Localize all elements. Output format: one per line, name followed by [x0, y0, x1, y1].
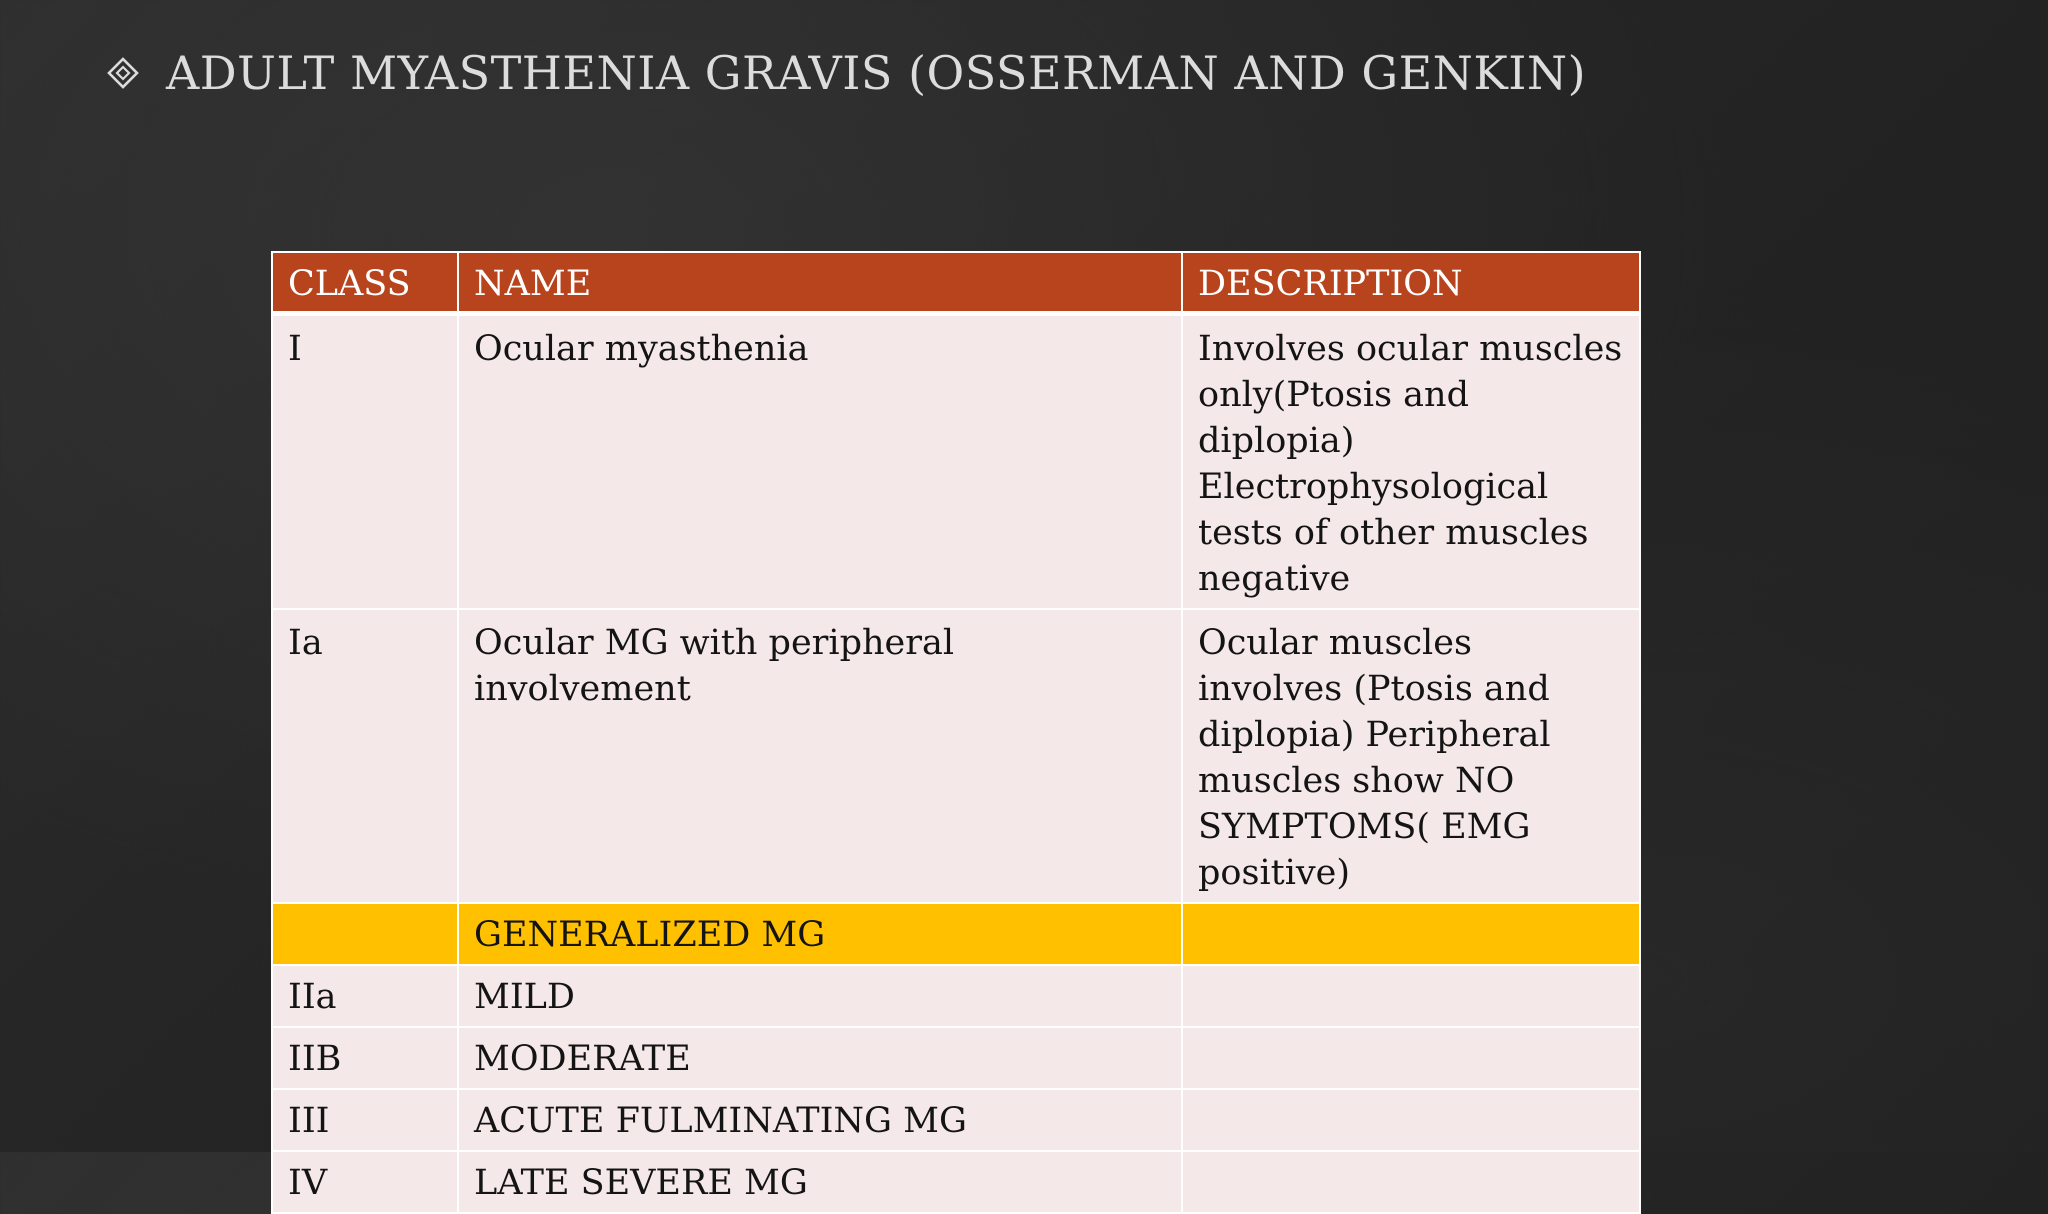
header-class: CLASS — [272, 252, 458, 314]
table-row — [272, 1027, 1640, 1089]
classification-table — [271, 251, 1641, 1214]
cell-name: GENERALIZED MG — [458, 903, 1182, 965]
cell-name: Ocular myasthenia — [458, 314, 1182, 610]
cell-description — [1182, 1151, 1640, 1213]
cell-class: Ia — [272, 609, 458, 903]
table-row — [272, 1151, 1640, 1213]
cell-description: Ocular muscles involves (Ptosis and diplopia) Peripheral muscles show NO SYMPTOMS( EMG positive) — [1182, 609, 1640, 903]
table-row — [272, 609, 1640, 903]
cell-description — [1182, 1027, 1640, 1089]
cell-class — [272, 903, 458, 965]
cell-class: I — [272, 314, 458, 610]
cell-name: MILD — [458, 965, 1182, 1027]
cell-description: Involves ocular muscles only(Ptosis and diplopia) Electrophysological tests of other muscles negative — [1182, 314, 1640, 610]
cell-name: ACUTE FULMINATING MG — [458, 1089, 1182, 1151]
table-header-row — [272, 252, 1640, 314]
header-name: NAME — [458, 252, 1182, 314]
cell-description — [1182, 1089, 1640, 1151]
cell-name: MODERATE — [458, 1027, 1182, 1089]
slide-title — [106, 46, 1586, 100]
cell-class: IIB — [272, 1027, 458, 1089]
cell-class: IIa — [272, 965, 458, 1027]
classification-table-container — [271, 251, 1639, 1214]
cell-description — [1182, 965, 1640, 1027]
cell-name: Ocular MG with peripheral involvement — [458, 609, 1182, 903]
table-row — [272, 965, 1640, 1027]
table-row — [272, 314, 1640, 610]
slide-title-text: ADULT MYASTHENIA GRAVIS (OSSERMAN AND GENKIN) — [166, 46, 1587, 100]
cell-description — [1182, 903, 1640, 965]
cell-class: III — [272, 1089, 458, 1151]
diamond-bullet-icon — [106, 56, 140, 90]
cell-name: LATE SEVERE MG — [458, 1151, 1182, 1213]
table-row — [272, 1089, 1640, 1151]
header-description: DESCRIPTION — [1182, 252, 1640, 314]
cell-class: IV — [272, 1151, 458, 1213]
table-row-highlight — [272, 903, 1640, 965]
